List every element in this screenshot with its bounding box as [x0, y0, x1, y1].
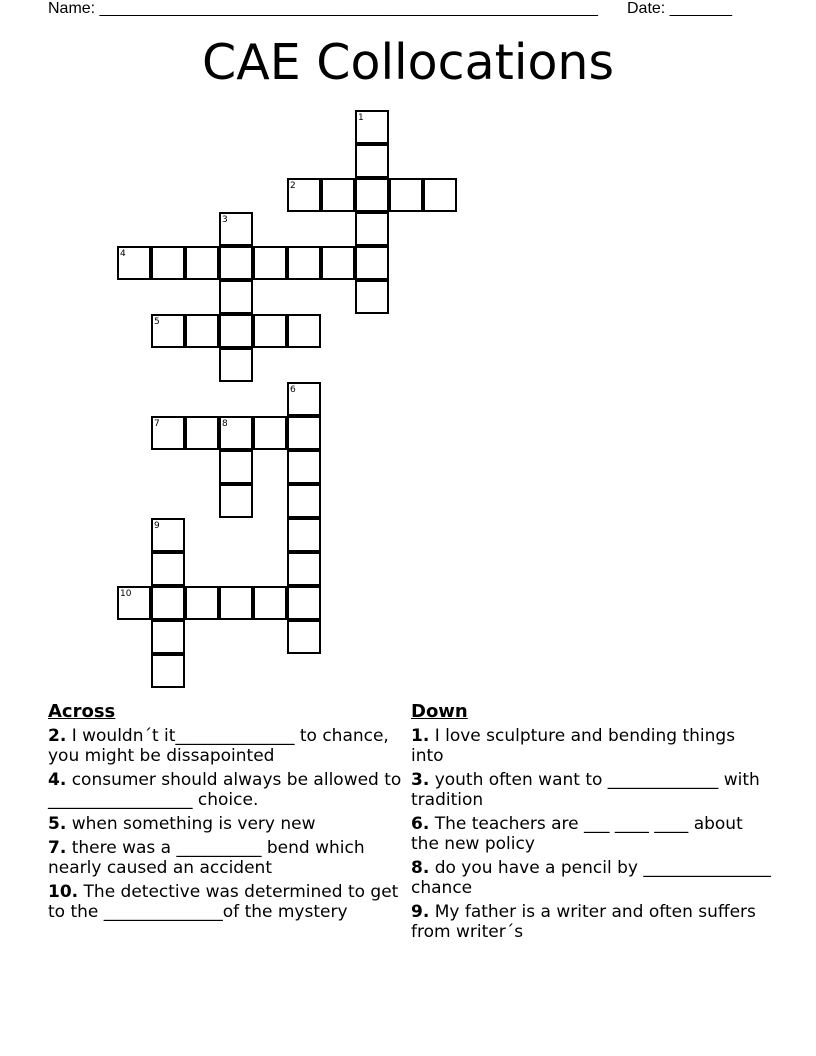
- clue-number: 7: [154, 419, 160, 429]
- down-heading: Down: [411, 701, 468, 722]
- grid-cell[interactable]: [117, 246, 151, 280]
- down-clues: [411, 701, 771, 946]
- grid-cell[interactable]: [287, 246, 321, 280]
- grid-cell[interactable]: [355, 110, 389, 144]
- clue-item: [411, 770, 771, 810]
- name-line: Name: ________________________________________________________: [48, 0, 598, 17]
- grid-cell[interactable]: [185, 586, 219, 620]
- clue-item-number: 9.: [411, 902, 430, 922]
- across-heading: Across: [48, 701, 116, 722]
- clue-number: 9: [154, 521, 160, 531]
- grid-cell[interactable]: [219, 450, 253, 484]
- grid-cell[interactable]: [151, 246, 185, 280]
- grid-cell[interactable]: [219, 348, 253, 382]
- grid-cell[interactable]: [117, 586, 151, 620]
- clue-item-text: consumer should always be allowed to _________________ choice.: [48, 770, 402, 810]
- grid-cell[interactable]: [151, 586, 185, 620]
- grid-cell[interactable]: [185, 246, 219, 280]
- clue-number: 5: [154, 317, 160, 327]
- clue-item-text: I love sculpture and bending things into: [411, 726, 736, 766]
- grid-cell[interactable]: [287, 620, 321, 654]
- clue-item-text: I wouldn´t it______________ to chance, you might be dissapointed: [48, 726, 389, 766]
- clue-item-text: there was a __________ bend which nearly caused an accident: [48, 838, 365, 878]
- clue-item-text: The teachers are ___ ____ ____ about the new policy: [411, 814, 743, 854]
- grid-cell[interactable]: [355, 280, 389, 314]
- clue-number: 3: [222, 215, 228, 225]
- clue-item-number: 6.: [411, 814, 430, 834]
- grid-cell[interactable]: [253, 416, 287, 450]
- page-title: CAE Collocations: [201, 34, 615, 91]
- clue-item: [411, 814, 771, 854]
- clue-number: 2: [290, 181, 296, 191]
- grid-cell[interactable]: [219, 314, 253, 348]
- clue-item-text: when something is very new: [66, 814, 316, 834]
- grid-cell[interactable]: [287, 552, 321, 586]
- grid-cell[interactable]: [219, 280, 253, 314]
- clue-item: [48, 882, 408, 922]
- clue-number: 1: [358, 113, 364, 123]
- grid-cell[interactable]: [219, 586, 253, 620]
- clue-item-text: youth often want to _____________ with tradition: [411, 770, 760, 810]
- across-clues: [48, 701, 408, 926]
- grid-cell[interactable]: [151, 654, 185, 688]
- grid-cell[interactable]: [185, 416, 219, 450]
- clue-item-number: 10.: [48, 882, 79, 902]
- grid-cell[interactable]: [423, 178, 457, 212]
- clue-item: [411, 726, 771, 766]
- clue-item-text: do you have a pencil by _______________ chance: [411, 858, 771, 898]
- clue-item-number: 3.: [411, 770, 430, 790]
- clue-number: 10: [120, 589, 132, 599]
- clue-item: [48, 814, 408, 834]
- grid-cell[interactable]: [287, 450, 321, 484]
- clue-item-number: 4.: [48, 770, 67, 790]
- grid-cell[interactable]: [219, 246, 253, 280]
- grid-cell[interactable]: [151, 416, 185, 450]
- grid-cell[interactable]: [185, 314, 219, 348]
- grid-cell[interactable]: [151, 518, 185, 552]
- grid-cell[interactable]: [355, 178, 389, 212]
- clue-item: [48, 770, 408, 810]
- clue-item-number: 2.: [48, 726, 67, 746]
- grid-cell[interactable]: [219, 212, 253, 246]
- grid-cell[interactable]: [253, 246, 287, 280]
- grid-cell[interactable]: [355, 212, 389, 246]
- clue-item: [411, 902, 771, 942]
- clue-item-text: My father is a writer and often suffers from writer´s: [411, 902, 756, 942]
- grid-cell[interactable]: [287, 314, 321, 348]
- clue-item: [48, 726, 408, 766]
- grid-cell[interactable]: [287, 518, 321, 552]
- grid-cell[interactable]: [287, 586, 321, 620]
- grid-cell[interactable]: [287, 416, 321, 450]
- grid-cell[interactable]: [253, 314, 287, 348]
- grid-cell[interactable]: [321, 178, 355, 212]
- date-line: Date: _______: [627, 0, 732, 17]
- clue-item-number: 8.: [411, 858, 430, 878]
- grid-cell[interactable]: [151, 552, 185, 586]
- clue-item: [411, 858, 771, 898]
- grid-cell[interactable]: [355, 246, 389, 280]
- clue-number: 8: [222, 419, 228, 429]
- clue-number: 4: [120, 249, 126, 259]
- grid-cell[interactable]: [389, 178, 423, 212]
- clue-item-text: The detective was determined to get to the ______________of the mystery: [48, 882, 399, 922]
- grid-cell[interactable]: [355, 144, 389, 178]
- clue-item-number: 1.: [411, 726, 430, 746]
- clue-number: 6: [290, 385, 296, 395]
- grid-cell[interactable]: [287, 382, 321, 416]
- grid-cell[interactable]: [151, 314, 185, 348]
- clue-item-number: 5.: [48, 814, 67, 834]
- grid-cell[interactable]: [321, 246, 355, 280]
- grid-cell[interactable]: [287, 178, 321, 212]
- grid-cell[interactable]: [253, 586, 287, 620]
- clue-item-number: 7.: [48, 838, 67, 858]
- grid-cell[interactable]: [287, 484, 321, 518]
- grid-cell[interactable]: [219, 416, 253, 450]
- grid-cell[interactable]: [151, 620, 185, 654]
- grid-cell[interactable]: [219, 484, 253, 518]
- clue-item: [48, 838, 408, 878]
